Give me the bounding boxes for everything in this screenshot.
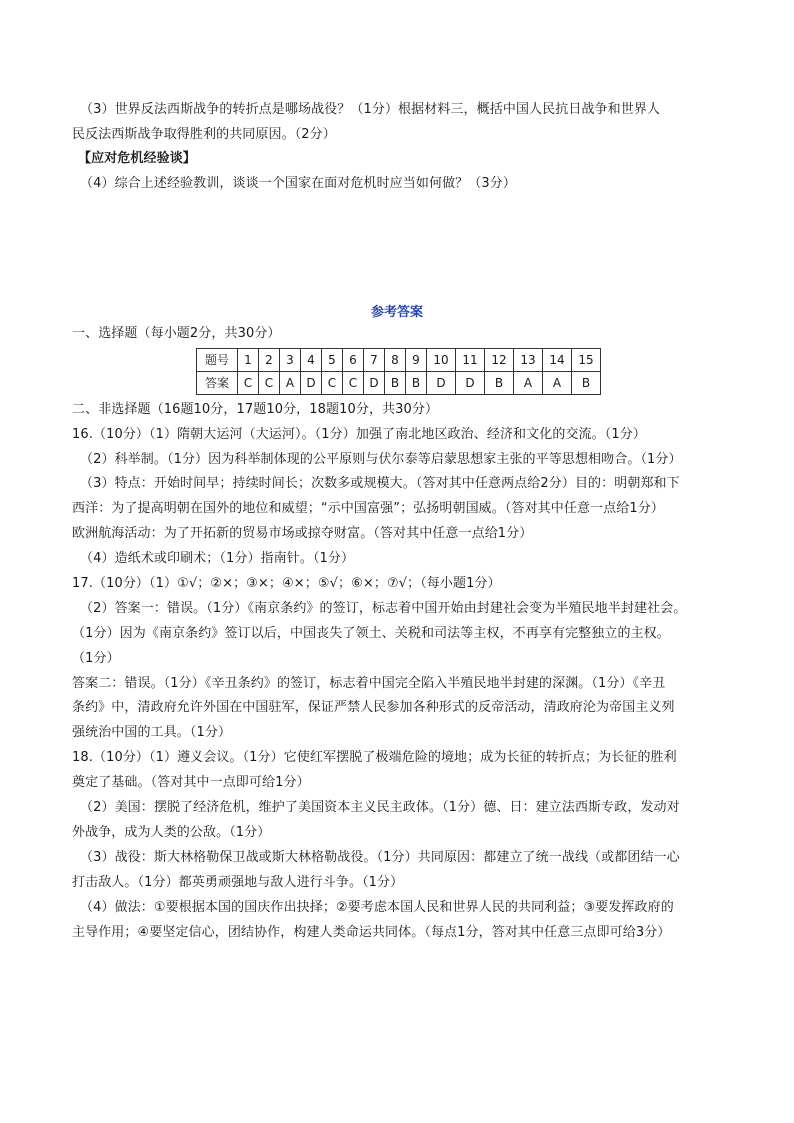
- answer-line: （4）做法：①要根据本国的国庆作出抉择；②要考虑本国人民和世界人民的共同利益；③要发挥政府的: [80, 900, 674, 915]
- answer-line: （3）特点：开始时间早；持续时间长；次数多或规模大。（答对其中任意两点给2分）目的：明朝郑和下: [80, 476, 680, 491]
- part-2-heading: 二、非选择题（16题10分，17题10分，18题10分，共30分）: [72, 402, 439, 417]
- answer-table: [196, 348, 601, 395]
- answer-line: 奠定了基础。（答对其中一点即可给1分）: [72, 775, 310, 790]
- answer-line: 18.（10分）（1）遵义会议。（1分）它使红军摆脱了极端危险的境地；成为长征的转折点；为长征的胜利: [72, 750, 677, 765]
- table-cell: 8: [385, 349, 406, 372]
- table-cell: 7: [364, 349, 385, 372]
- answer-line: 条约》中，清政府允许外国在中国驻军，保证严禁人民参加各种形式的反帝活动，清政府沦为帝国主义列: [72, 700, 675, 715]
- answer-line: 外战争，成为人类的公敌。（1分）: [72, 825, 271, 840]
- table-cell: B: [385, 372, 406, 395]
- table-cell: 11: [456, 349, 485, 372]
- question-3-line-1: （3）世界反法西斯战争的转折点是哪场战役？（1分）根据材料三，概括中国人民抗日战争和世界人: [80, 102, 661, 117]
- answer-line: （1分）: [72, 651, 120, 666]
- section-heading: 【应对危机经验谈】: [78, 151, 196, 166]
- table-cell: C: [238, 372, 259, 395]
- table-row: [197, 349, 601, 372]
- answer-line: （2）科举制。（1分）因为科举制体现的公平原则与伏尔泰等启蒙思想家主张的平等思想相吻合。（1分）: [80, 452, 682, 467]
- table-cell: B: [572, 372, 601, 395]
- answer-line: 打击敌人。（1分）都英勇顽强地与敌人进行斗争。（1分）: [72, 875, 404, 890]
- table-cell: C: [322, 372, 343, 395]
- answer-line: （2）美国：摆脱了经济危机，维护了美国资本主义民主政体。（1分）德、日：建立法西斯专政，发动对: [80, 800, 680, 815]
- table-cell: 2: [259, 349, 280, 372]
- table-cell: 4: [301, 349, 322, 372]
- answer-line: 欧洲航海活动：为了开拓新的贸易市场或掠夺财富。（答对其中任意一点给1分）: [72, 526, 533, 541]
- answer-line: 16.（10分）（1）隋朝大运河（大运河）。（1分）加强了南北地区政治、经济和文化的交流。（1分）: [72, 427, 646, 442]
- question-4: （4）综合上述经验教训，谈谈一个国家在面对危机时应当如何做？（3分）: [80, 176, 516, 191]
- table-cell: A: [543, 372, 572, 395]
- table-cell: C: [259, 372, 280, 395]
- answer-line: （1分）因为《南京条约》签订以后，中国丧失了领土、关税和司法等主权，不再享有完整独立的主权。: [72, 626, 670, 641]
- table-cell: D: [364, 372, 385, 395]
- answer-line: 答案二：错误。（1分）《辛丑条约》的签订，标志着中国完全陷入半殖民地半封建的深渊。（1分）《辛丑: [72, 676, 666, 691]
- answer-line: 强统治中国的工具。（1分）: [72, 725, 232, 740]
- table-cell: B: [406, 372, 427, 395]
- part-1-heading: 一、选择题（每小题2分，共30分）: [72, 326, 281, 341]
- table-cell: 6: [343, 349, 364, 372]
- table-cell: 5: [322, 349, 343, 372]
- answer-line: （4）造纸术或印刷术；（1分）指南针。（1分）: [80, 551, 355, 566]
- answer-line: 17.（10分）（1）①√；②×；③×；④×；⑤√；⑥×；⑦√；（每小题1分）: [72, 576, 501, 591]
- table-cell: 9: [406, 349, 427, 372]
- table-cell: 10: [427, 349, 456, 372]
- question-3-line-2: 民反法西斯战争取得胜利的共同原因。（2分）: [72, 127, 336, 142]
- table-cell: 15: [572, 349, 601, 372]
- table-header-cell: 题号: [197, 349, 238, 372]
- table-cell: B: [485, 372, 514, 395]
- table-cell: A: [280, 372, 301, 395]
- answer-line: （2）答案一：错误。（1分）《南京条约》的签订，标志着中国开始由封建社会变为半殖民地半封建社会。: [80, 601, 687, 616]
- table-row: [197, 372, 601, 395]
- table-cell: 1: [238, 349, 259, 372]
- table-cell: D: [301, 372, 322, 395]
- answer-line: （3）战役：斯大林格勒保卫战或斯大林格勒战役。（1分）共同原因：都建立了统一战线（或都团结一心: [80, 850, 680, 865]
- table-cell: 14: [543, 349, 572, 372]
- table-cell: C: [343, 372, 364, 395]
- table-cell: 13: [514, 349, 543, 372]
- answer-line: 主导作用；④要坚定信心，团结协作，构建人类命运共同体。（每点1分，答对其中任意三点即可给3分）: [72, 925, 671, 940]
- table-cell: A: [514, 372, 543, 395]
- table-cell: D: [456, 372, 485, 395]
- answer-line: 西洋：为了提高明朝在国外的地位和威望；“示中国富强”；弘扬明朝国威。（答对其中任意一点给1分）: [72, 501, 664, 516]
- table-cell: 3: [280, 349, 301, 372]
- table-cell: 12: [485, 349, 514, 372]
- table-cell: D: [427, 372, 456, 395]
- table-header-cell: 答案: [197, 372, 238, 395]
- answers-title: 参考答案: [370, 305, 423, 320]
